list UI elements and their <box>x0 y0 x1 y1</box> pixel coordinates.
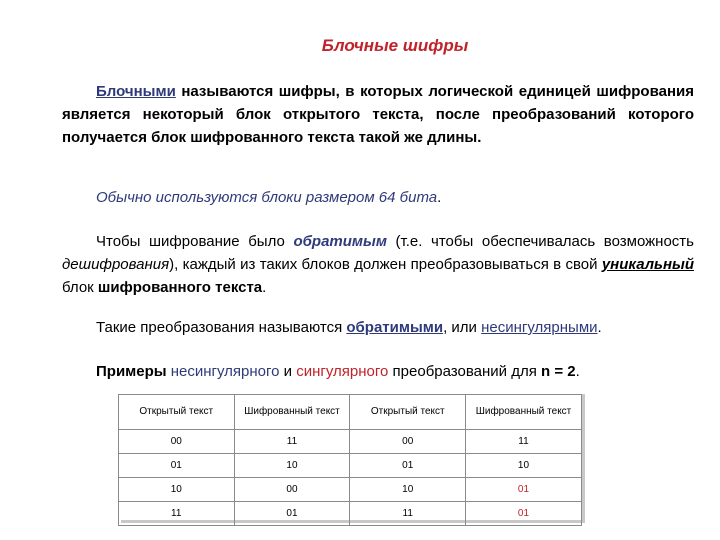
naming-text-e: . <box>597 319 602 336</box>
term-ciphertext: шифрованного текста <box>97 279 263 296</box>
reversibility-paragraph <box>62 230 694 299</box>
term-nonsingular-example: несингулярного <box>166 363 280 380</box>
table-cell: 00 <box>234 478 350 502</box>
rev-text-g: блок <box>62 279 98 296</box>
term-unique: уникальный <box>601 256 694 273</box>
definition-paragraph <box>62 80 694 149</box>
table-cell-highlight: 01 <box>465 478 581 502</box>
table-row <box>119 478 582 502</box>
n-equals-2: n = 2 <box>541 363 576 380</box>
table-cell: 01 <box>350 454 466 478</box>
term-nonsingular: несингулярными <box>481 319 598 336</box>
table-cell: 11 <box>234 430 350 454</box>
page-title: Блочные шифры <box>321 36 469 55</box>
table-cell: 10 <box>119 478 235 502</box>
table-cell: 11 <box>119 502 235 526</box>
examples-text-e: преобразований для <box>388 363 541 380</box>
table-row <box>119 430 582 454</box>
table-cell: 00 <box>119 430 235 454</box>
examples-dot: . <box>575 363 580 380</box>
table-cell: 11 <box>465 430 581 454</box>
table-cell-highlight: 01 <box>465 502 581 526</box>
block-size-note <box>62 186 694 209</box>
rev-text-a: Чтобы шифрование было <box>96 233 294 250</box>
table-cell: 01 <box>234 502 350 526</box>
table-cell: 11 <box>350 502 466 526</box>
examples-label: Примеры <box>96 363 167 380</box>
term-block-ciphers: Блочными <box>96 83 176 100</box>
table-cell: 01 <box>119 454 235 478</box>
header-plaintext-1: Открытый текст <box>119 395 235 430</box>
rev-text-e: ), каждый из таких блоков должен преобразовываться в свой <box>169 256 602 273</box>
transform-table <box>118 394 582 526</box>
header-ciphertext-1: Шифрованный текст <box>234 395 350 430</box>
examples-and: и <box>279 363 297 380</box>
table-row <box>119 502 582 526</box>
naming-text-a: Такие преобразования называются <box>96 319 347 336</box>
definition-text: называются шифры, в которых логической единицей шифрования является некоторый блок открытого текста, после преобразований которого получается блок шифрованного текста такой же длины. <box>62 83 694 146</box>
table-row <box>119 454 582 478</box>
rev-text-i: . <box>262 279 267 296</box>
table-cell: 10 <box>234 454 350 478</box>
table-header-row <box>119 395 582 430</box>
header-ciphertext-2: Шифрованный текст <box>465 395 581 430</box>
term-decryption: дешифрования <box>62 256 170 273</box>
examples-paragraph <box>62 360 694 383</box>
naming-paragraph <box>62 316 694 339</box>
table-cell: 00 <box>350 430 466 454</box>
block-size-text: Обычно используются блоки размером 64 бита <box>96 189 438 206</box>
term-reversible-plural: обратимыми <box>346 319 444 336</box>
term-singular-example: сингулярного <box>296 363 389 380</box>
term-reversible: обратимым <box>293 233 387 250</box>
table-cell: 10 <box>350 478 466 502</box>
header-plaintext-2: Открытый текст <box>350 395 466 430</box>
table-shadow-right <box>582 394 585 520</box>
naming-text-c: , или <box>443 319 482 336</box>
rev-text-c: (т.е. чтобы обеспечивалась возможность <box>386 233 694 250</box>
table-cell: 10 <box>465 454 581 478</box>
block-size-dot: . <box>437 189 442 206</box>
